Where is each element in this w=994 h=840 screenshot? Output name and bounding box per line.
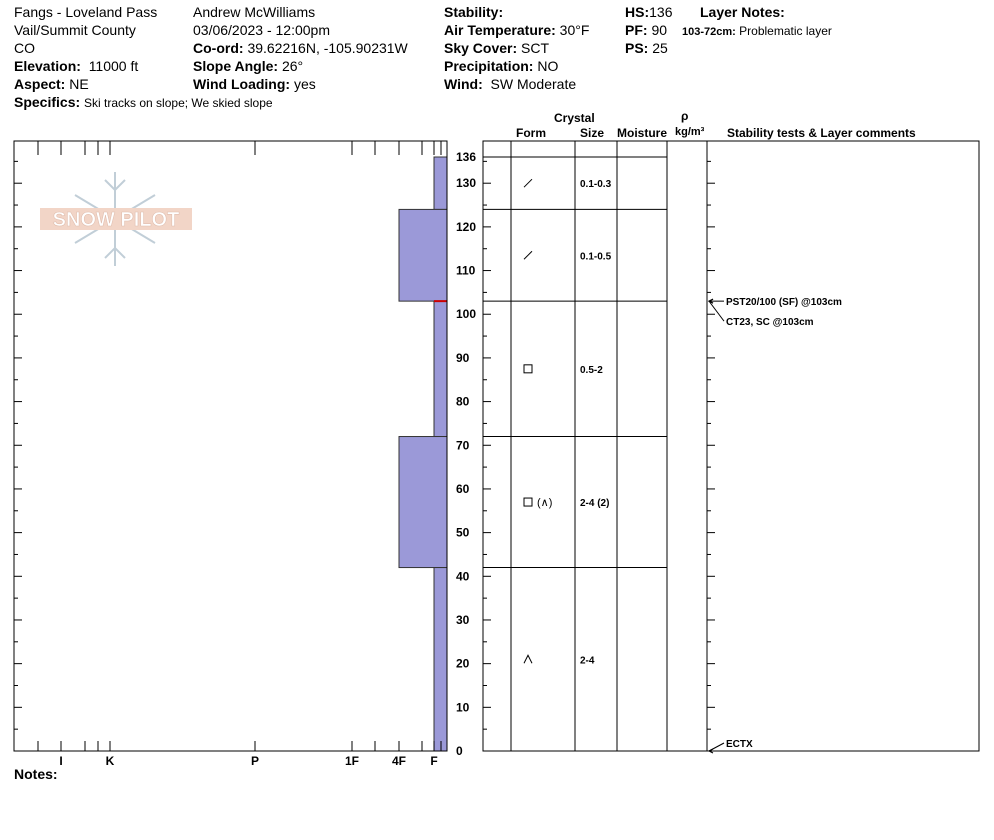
- wind-label: Wind:: [444, 76, 483, 92]
- hardness-bar: [434, 157, 447, 209]
- pf-label: PF:: [625, 22, 648, 38]
- depth-tick-label: 80: [456, 394, 470, 409]
- grain-form-icon: [524, 498, 532, 506]
- windload-value: yes: [293, 76, 316, 92]
- ps-value: 25: [652, 40, 668, 56]
- depth-axis: [14, 150, 715, 758]
- hardness-bar: [434, 568, 447, 751]
- depth-tick-label: 60: [456, 481, 470, 496]
- grain-form-secondary-icon: (∧): [537, 497, 553, 510]
- hardness-tick-label: K: [105, 754, 115, 768]
- hardness-tick-label: 1F: [344, 754, 360, 768]
- slope-value: 26°: [281, 58, 304, 74]
- observation-datetime: 03/06/2023 - 12:00pm: [193, 22, 330, 38]
- stability-label: Stability:: [444, 4, 504, 20]
- grain-form-icon: [524, 365, 532, 373]
- precip-label: Precipitation:: [444, 58, 534, 74]
- form-header: Form: [516, 126, 546, 140]
- grain-form-icon: [524, 655, 532, 663]
- stability-tests: [709, 297, 842, 753]
- hardness-profile: [399, 157, 447, 751]
- depth-tick-label: 100: [456, 307, 477, 322]
- depth-tick-label: 40: [456, 569, 470, 584]
- hardness-bar: [399, 437, 447, 568]
- stability-test-label: PST20/100 (SF) @103cm: [726, 297, 842, 309]
- area-name: Vail/Summit County: [14, 22, 136, 38]
- aspect-label: Aspect:: [14, 76, 66, 92]
- sky-label: Sky Cover:: [444, 40, 518, 56]
- moisture-header: Moisture: [617, 126, 668, 140]
- depth-tick-label: 90: [456, 350, 470, 365]
- size-header: Size: [580, 126, 605, 140]
- windload-label: Wind Loading:: [193, 76, 291, 92]
- elevation-value: 11000 ft: [88, 58, 139, 74]
- notes-label: Notes:: [14, 766, 58, 782]
- depth-tick-label: 110: [456, 263, 476, 278]
- depth-tick-label: 0: [456, 744, 463, 758]
- stability-test-label: ECTX: [726, 739, 753, 750]
- observer-name: Andrew McWilliams: [193, 4, 316, 20]
- density-unit-header: kg/m³: [675, 126, 705, 138]
- precip-value: NO: [537, 58, 559, 74]
- hs-value: 136: [649, 4, 673, 20]
- layer-notes-label: Layer Notes:: [700, 4, 785, 20]
- grain-size-label: 0.5-2: [580, 364, 603, 376]
- depth-tick-label: 50: [456, 525, 470, 540]
- elevation-label: Elevation:: [14, 58, 81, 74]
- depth-tick-label: 136: [456, 150, 477, 164]
- depth-tick-label: 10: [456, 700, 470, 715]
- hardness-tick-label: 4F: [391, 754, 407, 768]
- crystal-header: Crystal: [554, 111, 595, 125]
- stability-comments-header: Stability tests & Layer comments: [727, 126, 916, 140]
- grain-size-label: 0.1-0.3: [580, 179, 612, 191]
- hs-label: HS:: [625, 4, 650, 20]
- wind-value: SW Moderate: [490, 76, 577, 92]
- snowpilot-logo: [40, 172, 192, 266]
- hardness-bar: [399, 209, 447, 301]
- grain-form-icon: [524, 251, 532, 259]
- sky-value: SCT: [521, 40, 550, 56]
- layer-note-range: 103-72cm:: [682, 26, 736, 38]
- crystal-frame: [483, 141, 979, 751]
- stability-test-label: CT23, SC @103cm: [726, 317, 814, 329]
- specifics-label: Specifics:: [14, 94, 81, 110]
- hardness-tick-label: P: [250, 754, 260, 768]
- pf-value: 90: [651, 22, 668, 38]
- slope-label: Slope Angle:: [193, 58, 279, 74]
- hardness-frame: [14, 141, 447, 751]
- specifics-value: Ski tracks on slope; We skied slope: [84, 96, 273, 110]
- state-name: CO: [14, 40, 35, 56]
- ps-label: PS:: [625, 40, 649, 56]
- grain-size-label: 0.1-0.5: [580, 251, 612, 263]
- coord-label: Co-ord:: [193, 40, 244, 56]
- airtemp-label: Air Temperature:: [444, 22, 556, 38]
- hardness-tick-label: F: [430, 754, 438, 768]
- depth-tick-label: 130: [456, 176, 477, 191]
- hardness-bar: [434, 301, 447, 436]
- layer-note-text: Problematic layer: [739, 24, 832, 38]
- grain-size-label: 2-4 (2): [580, 498, 610, 510]
- rho-header: ρ: [681, 109, 689, 123]
- grain-size-label: 2-4: [580, 655, 595, 667]
- depth-tick-label: 70: [456, 438, 470, 453]
- coord-value: 39.62216N, -105.90231W: [247, 40, 408, 56]
- logo-text: SNOW PILOT: [52, 209, 180, 231]
- grain-form-icon: [524, 179, 532, 187]
- aspect-value: NE: [69, 76, 89, 92]
- hardness-tick-label: I: [59, 754, 63, 768]
- depth-tick-label: 30: [456, 612, 470, 627]
- test-arrow-icon: [709, 301, 724, 321]
- chart-frames: [14, 141, 979, 768]
- airtemp-value: 30°F: [559, 22, 590, 38]
- depth-tick-label: 120: [456, 219, 477, 234]
- location-name: Fangs - Loveland Pass: [14, 4, 158, 20]
- depth-tick-label: 20: [456, 656, 470, 671]
